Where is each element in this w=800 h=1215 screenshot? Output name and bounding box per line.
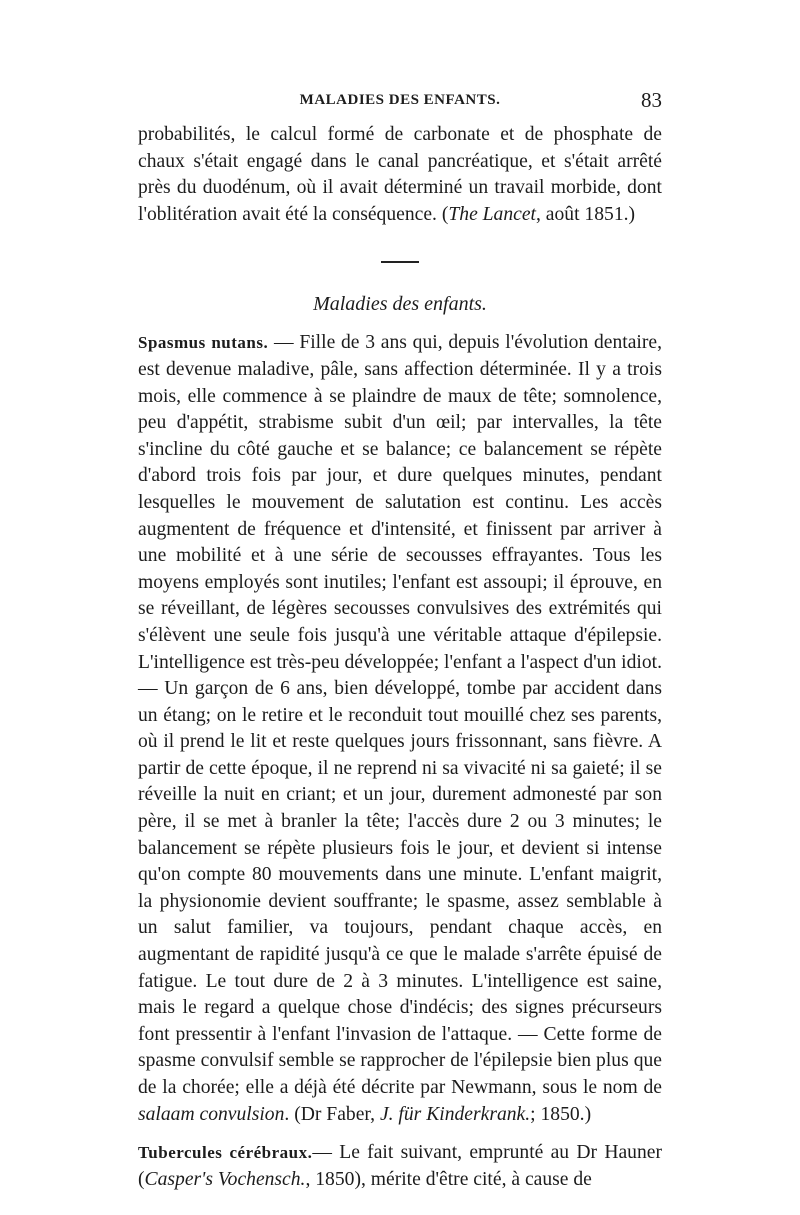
- spasmus-paragraph: [138, 330, 662, 1128]
- tubercules-paragraph: [138, 1140, 662, 1193]
- spasmus-text-2: . (Dr Faber,: [284, 1103, 380, 1125]
- tubercules-lead: Tubercules cérébraux.: [138, 1143, 313, 1163]
- book-page: [138, 88, 662, 1193]
- intro-paragraph: [138, 122, 662, 228]
- tubercules-source: Casper's Vochensch.: [144, 1168, 306, 1190]
- intro-source: The Lancet: [448, 203, 536, 225]
- spasmus-term: salaam convulsion: [138, 1103, 285, 1125]
- spasmus-text-1: — Fille de 3 ans qui, depuis l'évolution dentaire, est devenue maladive, pâle, sans affection déterminée. Il y a trois mois, elle commence à se plaindre de maux de tête; somnolence, peu d'appétit, strabisme subit d'un œil; par intervalles, la tête s'incline du côté gauche et se balance; ce balancement se répète d'abord trois fois par jour, et dure quelques minutes, pendant lesquelles le mouvement de salutation est continu. Les accès augmentent de fréquence et d'intensité, et finissent par arriver à une mobilité et à une série de secousses effrayantes. Tous les moyens employés sont inutiles; l'enfant est assoupi; il éprouve, en se réveillant, de légères secousses convulsives des extrémités qui s'élèvent une seule fois jusqu'à une véritable attaque d'épilepsie. L'intelligence est très-peu développée; l'enfant a l'aspect d'un idiot. — Un garçon de 6 ans, bien développé, tombe par accident dans un étang; on le retire et le reconduit tout mouillé chez ses parents, où il prend le lit et reste quelques jours frissonnant, sans fièvre. A partir de cette époque, il ne reprend ni sa vivacité ni sa gaieté; il se réveille la nuit en criant; et un jour, durement admonesté par son père, il se met à branler la tête; l'accès dure 2 ou 3 minutes; le balancement se répète plusieurs fois le jour, et devient si intense qu'on compte 80 mouvements dans une minute. L'enfant maigrit, la physionomie devient souffrante; le spasme, assez semblable à un salut familier, va toujours, pendant chaque accès, en augmentant de rapidité jusqu'à ce que le malade s'arrête épuisé de fatigue. Le tout dure de 2 à 3 minutes. L'intelligence est saine, mais le regard a quelque chose d'indécis; des signes précurseurs font pressentir à l'enfant l'invasion de l'attaque. — Cette forme de spasme convulsif semble se rapprocher de l'épilepsie bien plus que de la chorée; elle a déjà été décrite par Newmann, sous le nom de: [138, 332, 662, 1098]
- running-title: MALADIES DES ENFANTS.: [299, 92, 501, 108]
- section-divider: [381, 261, 419, 263]
- tubercules-text-1: — Le fait suivant, emprunté au Dr Hauner (: [138, 1142, 662, 1190]
- intro-text-1: probabilités, le calcul formé de carbonate et de phosphate de chaux s'était engagé dans le canal pancréatique, et s'était arrêté près du duodénum, où il avait déterminé un travail morbide, dont l'oblitération avait été la conséquence. (: [138, 124, 662, 225]
- page-number: 83: [641, 88, 662, 112]
- spasmus-journal: J. für Kinderkrank.: [379, 1103, 531, 1125]
- spasmus-text-3: ; 1850.): [530, 1103, 592, 1125]
- intro-text-2: , août 1851.): [536, 203, 636, 225]
- tubercules-text-2: , 1850), mérite d'être cité, à cause de: [305, 1168, 592, 1190]
- spasmus-lead: Spasmus nutans.: [138, 333, 269, 353]
- paragraph-gap: [138, 1128, 662, 1140]
- section-title: Maladies des enfants.: [313, 293, 487, 316]
- page-header: [138, 88, 662, 122]
